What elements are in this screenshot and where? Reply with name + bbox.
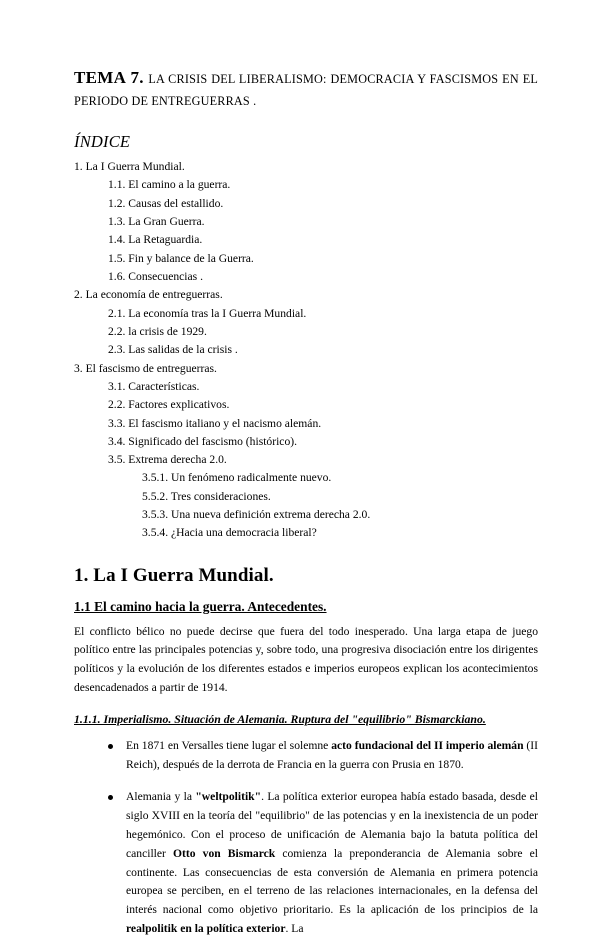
index-item: 2.2. la crisis de 1929. [108, 324, 207, 338]
index-item: 3.3. El fascismo italiano y el nacismo alemán. [108, 416, 322, 430]
index-item: 5.5.2. Tres consideraciones. [142, 489, 271, 503]
bullet-text: Alemania y la [126, 790, 196, 804]
page-title [74, 66, 538, 112]
index-item: 3. El fascismo de entreguerras. [74, 361, 217, 375]
section-1-1-1-heading: 1.1.1. Imperialismo. Situación de Alemania. Ruptura del "equilibrio" Bismarckiano. [74, 711, 486, 726]
index-item: 1.3. La Gran Guerra. [108, 215, 205, 229]
index-item: 2.2. Factores explicativos. [108, 398, 230, 412]
index-item: 3.1. Características. [108, 379, 200, 393]
index-item: 2.3. Las salidas de la crisis . [108, 343, 238, 357]
index-item: 1.5. Fin y balance de la Guerra. [108, 251, 254, 265]
bullet-text: . La [285, 921, 304, 935]
section-1-1-heading: 1.1 El camino hacia la guerra. Antecedentes. [74, 598, 327, 614]
bullet-emphasis: Otto von Bismarck [173, 846, 276, 860]
index-item: 2.1. La economía tras la I Guerra Mundial. [108, 306, 307, 320]
index-item: 1. La I Guerra Mundial. [74, 160, 185, 174]
index-heading: ÍNDICE [74, 132, 131, 152]
index-item: 1.1. El camino a la guerra. [108, 178, 231, 192]
bullet-item [108, 737, 538, 775]
index-item: 1.4. La Retaguardia. [108, 233, 203, 247]
index-item: 1.2. Causas del estallido. [108, 196, 224, 210]
section-1-1-paragraph: El conflicto bélico no puede decirse que fuera del todo inesperado. Una larga etapa de juego político entre las principales potencias y, sobre todo, una progresiva disociación entre los dirigentes políticos y la evolución de los diferentes estados e imperios europeos explican los acontecimientos desencadenados a partir de 1914. [74, 624, 538, 695]
bullet-text: En 1871 en Versalles tiene lugar el solemne [126, 738, 332, 752]
bullet-emphasis: "weltpolitik" [195, 790, 262, 804]
bullet-item [108, 788, 538, 938]
page-title-rest: LA CRISIS DEL LIBERALISMO: DEMOCRACIA Y FASCISMOS EN EL PERIODO DE ENTREGUERRAS . [74, 72, 538, 109]
index-item: 3.5. Extrema derecha 2.0. [108, 453, 227, 467]
bullet-emphasis: realpolitik en la política exterior [126, 921, 286, 935]
page-title-prefix: TEMA 7. [74, 68, 144, 87]
index-item: 3.5.4. ¿Hacia una democracia liberal? [142, 526, 317, 540]
bullet-text: (II Reich), después de la derrota de Francia en la guerra con Prusia en 1870. [126, 738, 539, 771]
bullet-text: . La política exterior europea había estado basada, desde el siglo XVIII en la teoría del "equilibrio" de las potencias y en la inexistencia de un poder hegemónico. Con el proceso de unificación de Alemania bajo la batuta política del canciller [126, 790, 538, 860]
index-list [74, 158, 538, 543]
index-item: 2. La economía de entreguerras. [74, 288, 223, 302]
bullet-emphasis: acto fundacional del II imperio alemán [331, 738, 524, 752]
index-item: 3.4. Significado del fascismo (histórico). [108, 434, 298, 448]
section-1-heading: 1. La I Guerra Mundial. [74, 564, 274, 586]
bullet-text: comienza la preponderancia de Alemania sobre el continente. Las consecuencias de esta conversión de Alemania en primera potencia europea se perciben, en el terreno de las relaciones internacionales, en la defensa del interés nacional como objetivo prioritario. Es la aplicación de los principios de la [126, 846, 539, 917]
index-item: 3.5.1. Un fenómeno radicalmente nuevo. [142, 471, 332, 485]
index-item: 1.6. Consecuencias . [108, 270, 203, 283]
bullet-list [74, 737, 538, 939]
index-item: 3.5.3. Una nueva definición extrema derecha 2.0. [142, 508, 371, 522]
